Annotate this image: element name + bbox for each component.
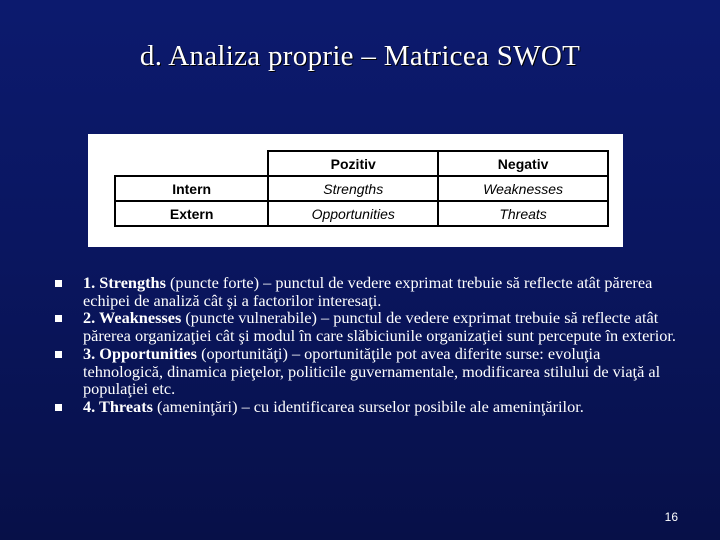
bullet-item-strengths bbox=[55, 274, 680, 309]
matrix-header-row bbox=[115, 151, 608, 176]
col-header-negativ: Negativ bbox=[438, 151, 608, 176]
bullet-text: (puncte vulnerabile) – punctul de vedere exprimat trebuie să reflecte atât părerea organizaţiei cât şi modul în care slăbiciunile organizaţiei sunt percepute în exterior. bbox=[83, 308, 676, 346]
square-bullet-icon bbox=[55, 280, 62, 287]
slide-title: d. Analiza proprie – Matricea SWOT bbox=[139, 40, 581, 72]
cell-weaknesses: Weaknesses bbox=[438, 176, 608, 201]
bullet-text: (puncte forte) – punctul de vedere exprimat trebuie să reflecte atât părerea echipei de analiză cât şi a factorilor interesaţi. bbox=[83, 273, 653, 310]
cell-opportunities: Opportunities bbox=[268, 201, 438, 226]
bullet-text: (oportunităţi) – oportunităţile pot avea diferite surse: evoluţia tehnologică, dinamica pieţelor, politicile guvernamentale, modificarea stilului de viaţă al populaţiei etc. bbox=[83, 343, 661, 399]
square-bullet-icon bbox=[55, 351, 62, 358]
cell-threats: Threats bbox=[438, 201, 608, 226]
matrix-row-extern bbox=[115, 201, 608, 226]
bullet-item-opportunities bbox=[55, 345, 680, 398]
bullet-text: (ameninţări) – cu identificarea surselor posibile ale ameninţărilor. bbox=[152, 396, 584, 416]
square-bullet-icon bbox=[55, 404, 62, 411]
bullet-term: 4. Threats bbox=[83, 396, 153, 416]
bullet-item-weaknesses bbox=[55, 309, 680, 344]
cell-strengths: Strengths bbox=[268, 176, 438, 201]
matrix-corner-cell bbox=[115, 151, 268, 176]
bullet-item-threats bbox=[55, 398, 680, 416]
square-bullet-icon bbox=[55, 315, 62, 322]
row-header-intern: Intern bbox=[115, 176, 268, 201]
page-number: 16 bbox=[664, 510, 678, 524]
col-header-pozitiv: Pozitiv bbox=[268, 151, 438, 176]
bullet-term: 2. Weaknesses bbox=[83, 308, 182, 328]
swot-matrix-figure bbox=[88, 134, 623, 247]
bullet-list bbox=[55, 274, 680, 416]
bullet-term: 3. Opportunities bbox=[83, 343, 197, 363]
row-header-extern: Extern bbox=[115, 201, 268, 226]
swot-matrix-table bbox=[114, 150, 609, 227]
bullet-term: 1. Strengths bbox=[83, 273, 166, 292]
matrix-row-intern bbox=[115, 176, 608, 201]
